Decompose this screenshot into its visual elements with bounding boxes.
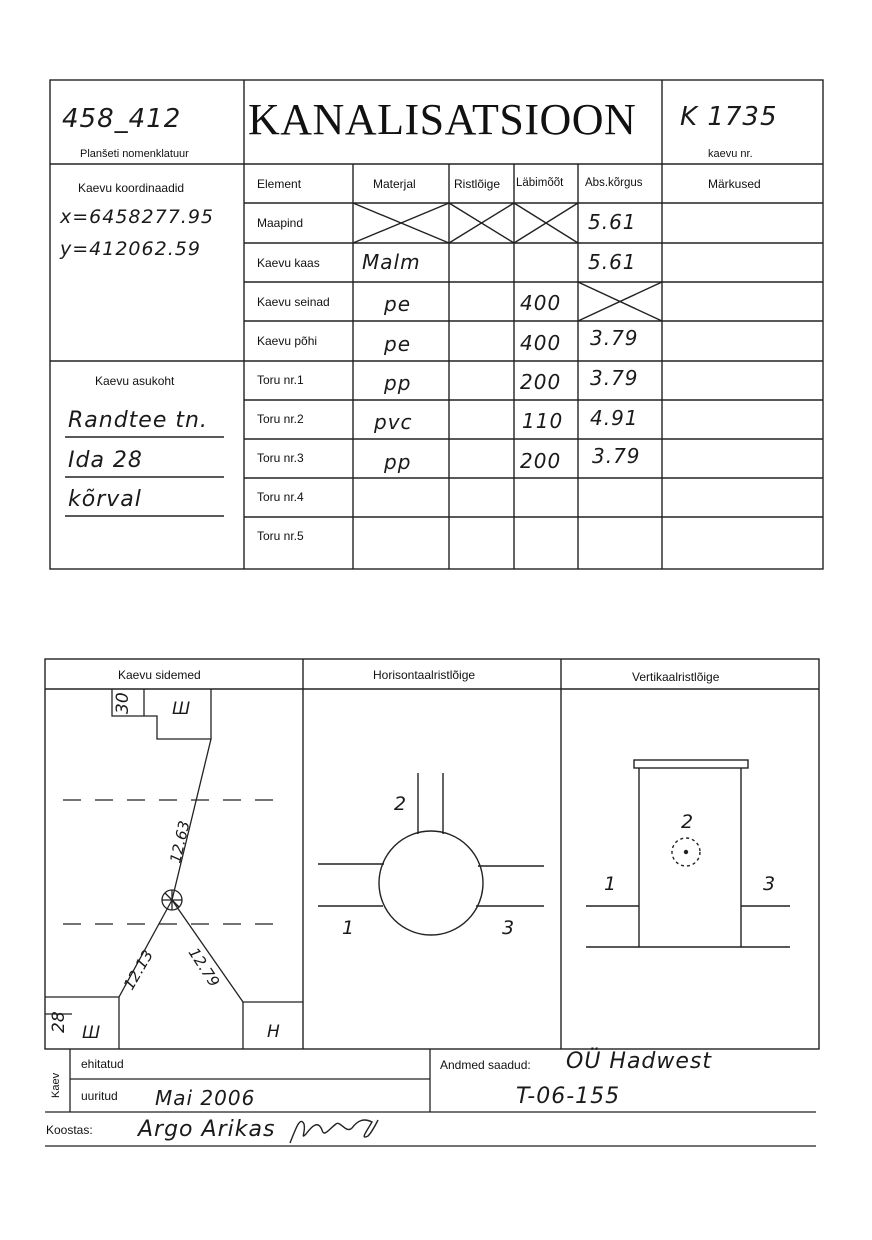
cell-material: Malm bbox=[362, 250, 421, 274]
row-label: Kaevu põhi bbox=[257, 334, 318, 348]
pipe-label: 3 bbox=[763, 873, 776, 895]
left-building-letter: Ш bbox=[82, 1023, 101, 1043]
cell-diameter: 200 bbox=[520, 449, 562, 473]
measured-label: uuritud bbox=[81, 1089, 118, 1103]
column-header-notes: Märkused bbox=[708, 177, 761, 191]
nomenclature-value: 458_412 bbox=[62, 104, 182, 134]
distance-top-label: 12.63 bbox=[166, 818, 194, 865]
pipe-label: 2 bbox=[681, 811, 694, 833]
cell-material: pvc bbox=[374, 410, 413, 434]
row-label: Toru nr.1 bbox=[257, 373, 304, 387]
page-title: KANALISATSIOON bbox=[248, 95, 637, 144]
distance-right-label: 12.79 bbox=[184, 944, 224, 991]
well-number-value: K 1735 bbox=[680, 102, 778, 132]
nomenclature-label: Planšeti nomenklatuur bbox=[80, 148, 189, 160]
row-label: Toru nr.4 bbox=[257, 490, 304, 504]
pipe-label: 1 bbox=[604, 873, 617, 895]
pipe-label: 1 bbox=[342, 917, 355, 939]
row-label: Toru nr.3 bbox=[257, 451, 304, 465]
coordinate-y: y=412062.59 bbox=[60, 238, 201, 260]
cell-abs-height: 5.61 bbox=[588, 250, 637, 274]
cell-material: pe bbox=[384, 292, 411, 316]
well-number-label: kaevu nr. bbox=[708, 148, 753, 160]
top-building-number: 30 bbox=[113, 692, 133, 714]
row-label: Toru nr.2 bbox=[257, 412, 304, 426]
coordinate-x: x=6458277.95 bbox=[60, 206, 214, 228]
column-header-element: Element bbox=[257, 177, 302, 191]
cell-abs-height: 3.79 bbox=[590, 326, 639, 350]
row-label: Maapind bbox=[257, 216, 304, 230]
row-label: Kaevu seinad bbox=[257, 295, 330, 309]
location-line-2: Ida 28 bbox=[68, 448, 143, 473]
built-label: ehitatud bbox=[81, 1057, 124, 1071]
compiled-label: Koostas: bbox=[46, 1123, 93, 1137]
cell-abs-height: 5.61 bbox=[588, 210, 637, 234]
cell-material: pe bbox=[384, 332, 411, 356]
location-label: Kaevu asukoht bbox=[95, 374, 175, 388]
row-label: Kaevu kaas bbox=[257, 256, 320, 270]
data-source-code: T-06-155 bbox=[516, 1084, 621, 1109]
cell-material: pp bbox=[384, 450, 412, 474]
vertical-section-title: Vertikaalristlõige bbox=[632, 670, 720, 684]
pipe-label: 2 bbox=[394, 793, 407, 815]
cell-diameter: 110 bbox=[522, 409, 564, 433]
pipe-label: 3 bbox=[502, 917, 515, 939]
ties-title: Kaevu sidemed bbox=[118, 668, 201, 682]
cell-abs-height: 3.79 bbox=[592, 444, 641, 468]
left-building-number: 28 bbox=[49, 1011, 69, 1033]
horizontal-section-title: Horisontaalristlõige bbox=[373, 668, 476, 682]
column-header-abs-height: Abs.kõrgus bbox=[585, 177, 643, 189]
right-building-letter: Н bbox=[267, 1022, 280, 1042]
cell-material: pp bbox=[384, 371, 412, 395]
cell-abs-height: 3.79 bbox=[590, 366, 639, 390]
cell-diameter: 400 bbox=[520, 291, 562, 315]
distance-left-label: 12.13 bbox=[119, 946, 157, 993]
compiled-value: Argo Arikas bbox=[138, 1117, 276, 1142]
column-header-material: Materjal bbox=[373, 177, 416, 191]
data-source-label: Andmed saadud: bbox=[440, 1058, 531, 1072]
cell-abs-height: 4.91 bbox=[590, 406, 639, 430]
column-header-diameter: Läbimõõt bbox=[516, 177, 564, 189]
location-line-1: Randtee tn. bbox=[68, 408, 208, 433]
coordinates-label: Kaevu koordinaadid bbox=[78, 181, 185, 195]
kaev-label: Kaev bbox=[50, 1072, 62, 1098]
row-label: Toru nr.5 bbox=[257, 529, 304, 543]
cell-diameter: 400 bbox=[520, 331, 562, 355]
signature-scribble bbox=[290, 1120, 378, 1143]
measured-value: Mai 2006 bbox=[155, 1086, 256, 1110]
column-header-cross-section: Ristlõige bbox=[454, 177, 501, 191]
cell-diameter: 200 bbox=[520, 370, 562, 394]
location-line-3: kõrval bbox=[68, 487, 142, 512]
data-source-value: OÜ Hadwest bbox=[566, 1049, 713, 1074]
top-building-letter: Ш bbox=[172, 699, 191, 719]
